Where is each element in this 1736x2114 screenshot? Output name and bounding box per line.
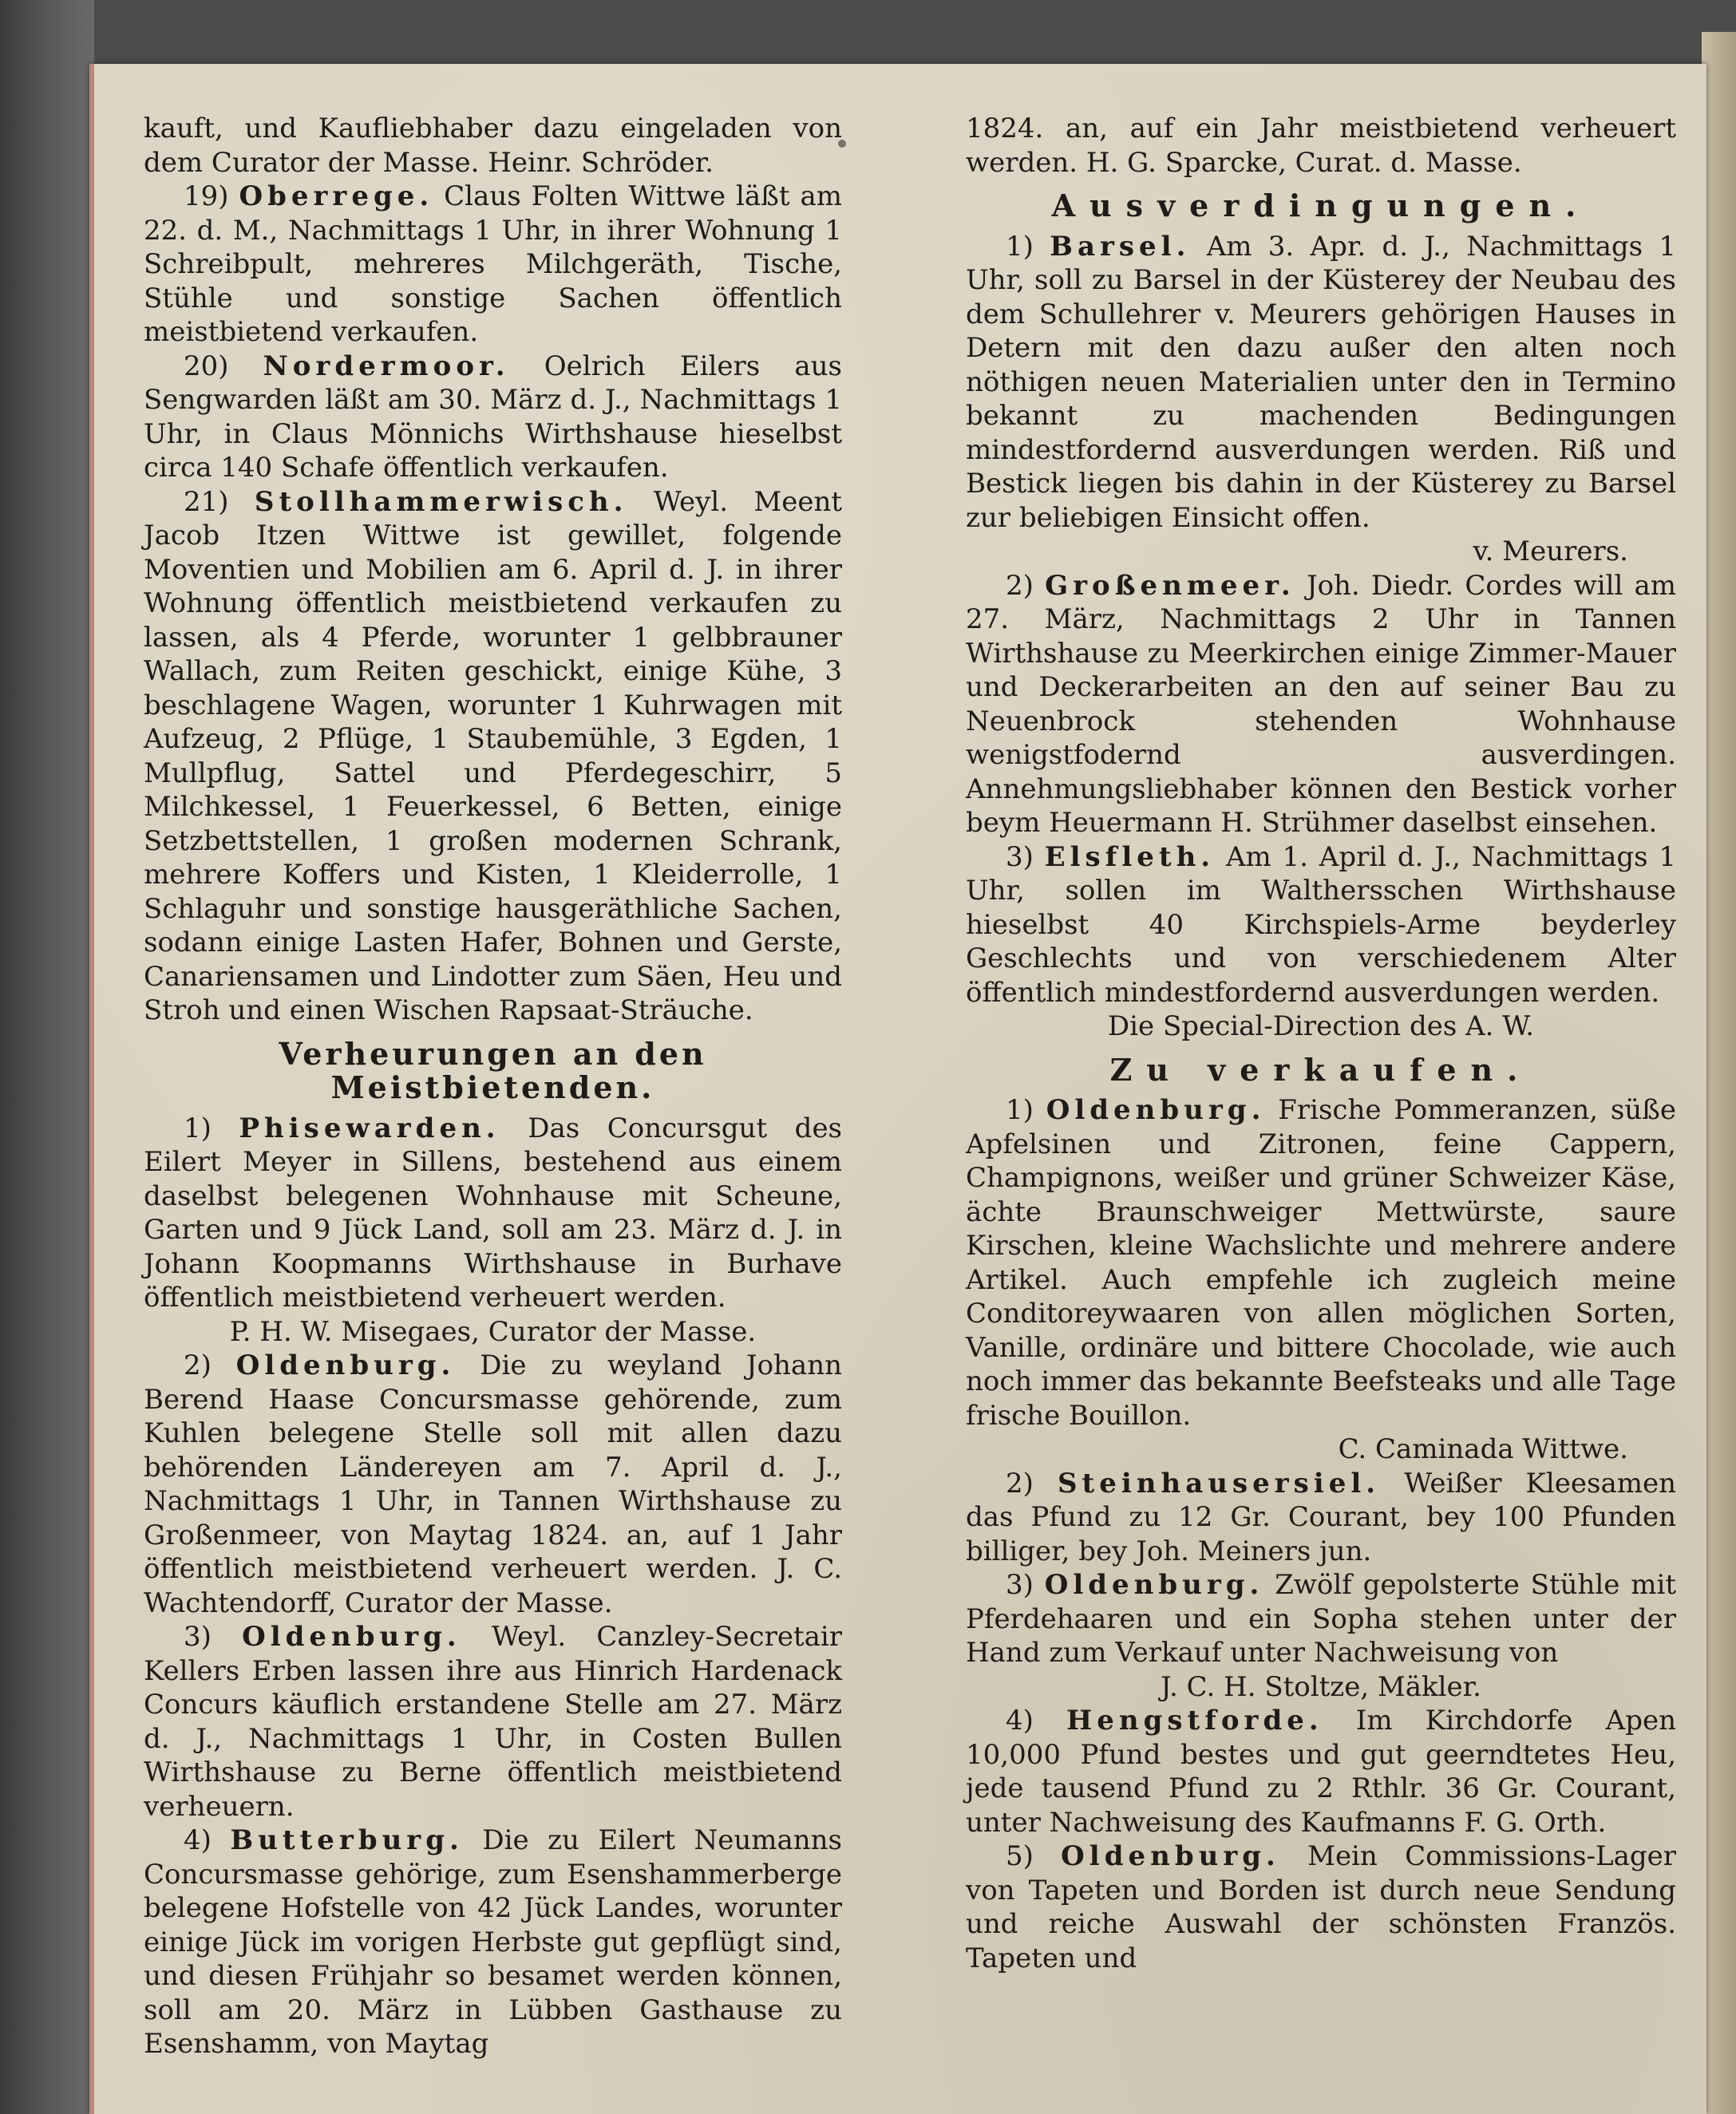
ausverdingung-2 bbox=[966, 569, 1676, 840]
verheurung-2 bbox=[144, 1349, 842, 1620]
notice-number: 2) bbox=[1006, 1467, 1034, 1500]
verkauf-1 bbox=[966, 1093, 1676, 1432]
notice-number: 4) bbox=[1006, 1705, 1034, 1737]
notice-text: Das Concursgut des Eilert Meyer in Sillens, bestehend aus einem daselbst belegenen Wohnhause mit Scheune, Garten und 9 Jück Land, soll am 23. März d. J. in Johann Koopmanns Wirthshause in Burhave öffentlich meistbietend verheuert werden. bbox=[144, 1112, 843, 1314]
notice-text: Frische Pommeranzen, süße Apfelsinen und Zitronen, feine Cappern, Champignons, weißer und grüner Schweizer Käse, ächte Braunschweiger Mettwürste, saure Kirschen, kleine Wachslichte und mehrere andere Artikel. Auch empfehle ich zugleich meine Conditoreywaaren von allen möglichen Sorten, Vanille, ordinäre und bittere Chocolade, wie auch noch immer das bekannte Beefsteaks und alle Tage frische Bouillon. bbox=[966, 1094, 1677, 1432]
notice-21 bbox=[144, 485, 842, 1028]
signature: J. C. Wachtendorff, Curator der Masse. bbox=[144, 1553, 843, 1619]
notice-number: 4) bbox=[184, 1824, 212, 1856]
notice-number: 19) bbox=[184, 180, 229, 212]
place-name: Oberrege. bbox=[239, 180, 434, 212]
continued-paragraph bbox=[144, 112, 842, 180]
notice-text: Joh. Diedr. Cordes will am 27. März, Nachmittags 2 Uhr in Tannen Wirthshause zu Meerkirchen einige Zimmer-Mauer und Deckerarbeiten an den auf seiner Bau zu Neuenbrock stehenden Wohnhause wenigstfodernd ausverdingen. Annehmungsliebhaber können den Bestick vorher beym Heuermann H. Strühmer daselbst einsehen. bbox=[966, 569, 1677, 839]
section-heading-verheurungen: Verheurungen an den Meistbietenden. bbox=[279, 1035, 707, 1105]
notice-20 bbox=[144, 350, 842, 485]
book-binding bbox=[0, 0, 94, 2114]
verkauf-2 bbox=[966, 1467, 1676, 1569]
place-name: Oldenburg. bbox=[1061, 1840, 1280, 1872]
place-name: Barsel. bbox=[1050, 230, 1191, 263]
verheurung-4 bbox=[144, 1824, 842, 2061]
signature: Joh. Meiners jun. bbox=[1136, 1535, 1372, 1567]
notice-text: Am 3. Apr. d. J., Nachmittags 1 Uhr, soll zu Barsel in der Küsterey der Neubau des dem Schullehrer v. Meurers gehörigen Hauses in Detern mit den dazu außer den alten noch nöthigen neuen Materialien unter den in Termino bekannt zu machenden Bedingungen mindestfordernd ausverdungen werden. Riß und Bestick liegen bis dahin in der Küsterey zu Barsel zur beliebigen Einsicht offen. bbox=[966, 230, 1677, 534]
notice-number: 3) bbox=[1006, 1569, 1034, 1601]
place-name: Nordermoor. bbox=[263, 350, 510, 382]
verheurung-1 bbox=[144, 1112, 842, 1315]
page-edge bbox=[1702, 32, 1736, 2114]
place-name: Butterburg. bbox=[230, 1824, 464, 1856]
notice-number: 20) bbox=[184, 350, 229, 382]
place-name: Oldenburg. bbox=[1044, 1569, 1264, 1601]
notice-text: Am 1. April d. J., Nachmittags 1 Uhr, sollen im Walthersschen Wirthshause hieselbst 40 Kirchspiels-Arme beyderley Geschlechts und von verschiedenem Alter öffentlich mindestfordernd ausverdungen werden. bbox=[966, 840, 1677, 1009]
right-column bbox=[966, 112, 1676, 2043]
notice-text: Die zu weyland Johann Berend Haase Concursmasse gehörende, zum Kuhlen belegene Stelle soll mit allen dazu behörenden Ländereyen am 7. April d. J., Nachmittags 1 Uhr, in Tannen Wirthshause zu Großenmeer, von Maytag 1824. an, auf 1 Jahr öffentlich meistbietend verheuert werden. bbox=[144, 1349, 842, 1585]
notice-number: 1) bbox=[1006, 1094, 1034, 1126]
place-name: Oldenburg. bbox=[1046, 1094, 1266, 1126]
verkauf-4 bbox=[966, 1704, 1676, 1839]
verkauf-5 bbox=[966, 1839, 1676, 1975]
notice-text: Claus Folten Wittwe läßt am 22. d. M., Nachmittags 1 Uhr, in ihrer Wohnung 1 Schreibpult, mehreres Milchgeräth, Tische, Stühle und sonstige Sachen öffentlich meistbietend verkaufen. bbox=[144, 180, 843, 348]
place-name: Hengstforde. bbox=[1066, 1705, 1323, 1737]
signature: Die Special-Direction des A. W. bbox=[1107, 1010, 1535, 1042]
notice-number: 3) bbox=[184, 1621, 212, 1653]
verheurung-3 bbox=[144, 1620, 842, 1824]
section-heading-zu-verkaufen: Zu verkaufen. bbox=[1109, 1051, 1532, 1088]
notice-text: Oelrich Eilers aus Sengwarden läßt am 30. März d. J., Nachmittags 1 Uhr, in Claus Mönnichs Wirthshause hieselbst circa 140 Schafe öffentlich verkaufen. bbox=[144, 350, 842, 484]
place-name: Phisewarden. bbox=[239, 1112, 500, 1144]
notice-text: Weyl. Meent Jacob Itzen Wittwe ist gewillet, folgende Moventien und Mobilien am 6. April d. J. in ihrer Wohnung öffentlich meistbietend verkaufen zu lassen, als 4 Pferde, worunter 1 gelbbrauner Wallach, zum Reiten geschickt, einige Kühe, 3 beschlagene Wagen, worunter 1 Kuhrwagen mit Aufzeug, 2 Pflüge, 1 Staubemühle, 3 Egden, 1 Mullpflug, Sattel und Pferdegeschirr, 5 Milchkessel, 1 Feuerkessel, 6 Betten, einige Setzbettstellen, 1 großen modernen Schrank, mehrere Koffers und Kisten, 1 Kleiderrolle, 1 Schlaguhr und sonstige hausgeräthliche Sachen, sodann einige Lasten Hafer, Bohnen und Gerste, Canariensamen und Lindotter zum Säen, Heu und Stroh und einen Wischen Rapsaat-Sträuche. bbox=[144, 485, 843, 1026]
notice-text: Weißer Kleesamen das Pfund zu 12 Gr. Courant, bey 100 Pfunden billiger, bey bbox=[966, 1467, 1677, 1567]
notice-text: Weyl. Canzley-Secretair Kellers Erben lassen ihre aus Hinrich Hardenack Concurs käuflich erstandene Stelle am 27. März d. J., Nachmittags 1 Uhr, in Costen Bullen Wirthshause zu Berne öffentlich meistbietend verheuern. bbox=[144, 1621, 843, 1823]
place-name: Oldenburg. bbox=[242, 1621, 461, 1653]
notice-text: Mein Commissions-Lager von Tapeten und Borden ist durch neue Sendung und reiche Auswahl der schönsten Französ. Tapeten und bbox=[966, 1840, 1676, 1974]
notice-19 bbox=[144, 180, 842, 350]
notice-number: 21) bbox=[184, 485, 229, 518]
signature: P. H. W. Misegaes, Curator der Masse. bbox=[229, 1315, 757, 1348]
verkauf-3 bbox=[966, 1568, 1676, 1670]
signature: v. Meurers. bbox=[1473, 535, 1628, 567]
place-name: Elsfleth. bbox=[1044, 840, 1216, 873]
notice-number: 1) bbox=[1006, 230, 1034, 263]
ausverdingung-1 bbox=[966, 230, 1676, 535]
signature: J. C. H. Stoltze, Mäkler. bbox=[1161, 1670, 1481, 1703]
paragraph-text: 1824. an, auf ein Jahr meistbietend verheuert werden. bbox=[966, 113, 1676, 179]
section-heading-ausverdingungen: Ausverdingungen. bbox=[1051, 188, 1591, 223]
ausverdingung-3 bbox=[966, 840, 1676, 1010]
notice-text: Die zu Eilert Neumanns Concursmasse gehörige, zum Esenshammerberge belegene Hofstelle von 42 Jück Landes, worunter einige Jück im vorigen Herbste gut gepflügt sind, und diesen Frühjahr so besamet werden können, soll am 20. März in Lübben Gasthause zu Esenshamm, von Maytag bbox=[144, 1824, 843, 2060]
signature: H. G. Sparcke, Curat. d. Masse. bbox=[1085, 146, 1522, 179]
signature: C. Caminada Wittwe. bbox=[1338, 1433, 1628, 1465]
notice-text: Zwölf gepolsterte Stühle mit Pferdehaaren und ein Sopha stehen unter der Hand zum Verkauf unter Nachweisung von bbox=[966, 1569, 1676, 1669]
notice-number: 5) bbox=[1006, 1840, 1034, 1872]
notice-number: 2) bbox=[184, 1349, 212, 1381]
notice-number: 2) bbox=[1006, 569, 1034, 602]
paragraph-text: kauft, und Kaufliebhaber dazu eingeladen von dem Curator der Masse. bbox=[144, 113, 842, 179]
notice-text: Im Kirchdorfe Apen 10,000 Pfund bestes und gut geerndtetes Heu, jede tausend Pfund zu 2 Rthlr. 36 Gr. Courant, unter Nachweisung des Kaufmanns F. G. Orth. bbox=[966, 1705, 1676, 1839]
place-name: Stollhammerwisch. bbox=[254, 485, 628, 518]
place-name: Großenmeer. bbox=[1045, 569, 1295, 602]
continued-paragraph bbox=[966, 112, 1676, 180]
signature: Heinr. Schröder. bbox=[488, 146, 714, 179]
notice-number: 3) bbox=[1006, 840, 1034, 873]
place-name: Steinhausersiel. bbox=[1057, 1467, 1381, 1500]
left-column bbox=[144, 112, 843, 2060]
notice-number: 1) bbox=[184, 1112, 212, 1144]
place-name: Oldenburg. bbox=[235, 1349, 456, 1381]
